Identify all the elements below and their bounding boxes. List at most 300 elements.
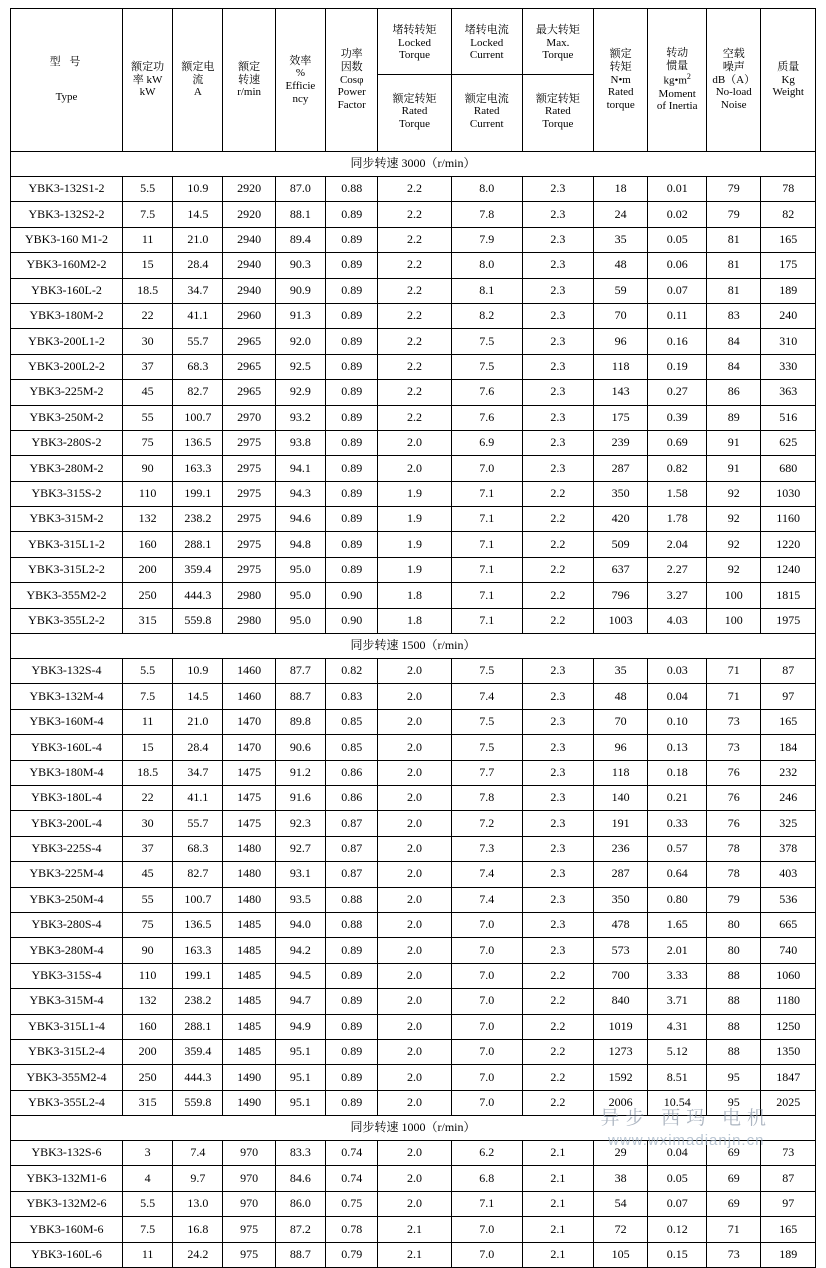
- header-line: 额定: [238, 61, 261, 74]
- cell-value: 10.9: [173, 177, 223, 202]
- table-row: [11, 532, 816, 557]
- cell-value: 0.15: [648, 1242, 707, 1267]
- cell-value: 86: [707, 380, 761, 405]
- table-row: [11, 557, 816, 582]
- header-cell-current: [173, 9, 223, 152]
- header-cell-weight: [761, 9, 816, 152]
- header-line: 额定电流: [464, 92, 509, 105]
- cell-value: 75: [123, 430, 173, 455]
- cell-value: 73: [761, 1141, 816, 1166]
- header-line: 转动: [666, 47, 689, 60]
- cell-value: 184: [761, 735, 816, 760]
- cell-value: 24.2: [173, 1242, 223, 1267]
- cell-value: 0.19: [648, 354, 707, 379]
- header-line: 因数: [340, 61, 363, 74]
- header-line: No-load: [715, 86, 752, 99]
- cell-value: 330: [761, 354, 816, 379]
- cell-value: 94.0: [275, 912, 325, 937]
- cell-value: 2.2: [378, 202, 451, 227]
- cell-value: 55: [123, 887, 173, 912]
- section-header-row: [11, 634, 816, 659]
- section-title: 同步转速 3000（r/min）: [11, 152, 816, 177]
- cell-value: 444.3: [173, 583, 223, 608]
- cell-value: 2970: [223, 405, 275, 430]
- cell-value: 2975: [223, 557, 275, 582]
- cell-value: 2980: [223, 608, 275, 633]
- cell-value: 94.3: [275, 481, 325, 506]
- cell-value: 2.3: [522, 709, 593, 734]
- cell-value: 7.0: [451, 938, 522, 963]
- cell-value: 88: [707, 989, 761, 1014]
- cell-value: 2.3: [522, 735, 593, 760]
- table-row: [11, 887, 816, 912]
- cell-value: 2975: [223, 481, 275, 506]
- cell-value: 2.1: [522, 1141, 593, 1166]
- cell-model: YBK3-315M-4: [11, 989, 123, 1014]
- header-line: Torque: [542, 49, 574, 62]
- cell-value: 96: [593, 329, 647, 354]
- cell-value: 2.3: [522, 329, 593, 354]
- cell-value: 2.2: [522, 481, 593, 506]
- cell-value: 0.07: [648, 1191, 707, 1216]
- cell-value: 0.82: [648, 456, 707, 481]
- cell-model: YBK3-180L-4: [11, 785, 123, 810]
- header-line: Rated: [545, 105, 571, 118]
- cell-value: 7.1: [451, 507, 522, 532]
- header-line: Rated: [607, 86, 634, 99]
- cell-value: 2.2: [378, 380, 451, 405]
- header-cell-noise: [707, 9, 761, 152]
- cell-value: 7.0: [451, 912, 522, 937]
- cell-value: 250: [123, 583, 173, 608]
- table-row: [11, 811, 816, 836]
- cell-value: 0.89: [326, 532, 378, 557]
- cell-value: 0.89: [326, 1014, 378, 1039]
- cell-value: 1975: [761, 608, 816, 633]
- table-row: [11, 938, 816, 963]
- table-row: [11, 202, 816, 227]
- cell-value: 97: [761, 684, 816, 709]
- cell-value: 71: [707, 1217, 761, 1242]
- cell-value: 91: [707, 430, 761, 455]
- cell-value: 2.27: [648, 557, 707, 582]
- cell-value: 2.0: [378, 659, 451, 684]
- cell-value: 2.2: [522, 1014, 593, 1039]
- cell-value: 14.5: [173, 202, 223, 227]
- cell-value: 89: [707, 405, 761, 430]
- cell-value: 970: [223, 1141, 275, 1166]
- cell-value: 1030: [761, 481, 816, 506]
- cell-value: 90.3: [275, 253, 325, 278]
- header-cell-inertia: [648, 9, 707, 152]
- cell-value: 7.4: [451, 684, 522, 709]
- header-line: Efficie: [285, 80, 316, 92]
- cell-value: 1180: [761, 989, 816, 1014]
- cell-value: 7.0: [451, 1039, 522, 1064]
- cell-value: 0.89: [326, 354, 378, 379]
- cell-value: 239: [593, 430, 647, 455]
- cell-value: 35: [593, 227, 647, 252]
- cell-value: 5.5: [123, 1191, 173, 1216]
- cell-value: 1480: [223, 862, 275, 887]
- cell-value: 2.0: [378, 811, 451, 836]
- cell-value: 0.78: [326, 1217, 378, 1242]
- cell-value: 7.5: [451, 329, 522, 354]
- cell-value: 34.7: [173, 278, 223, 303]
- cell-value: 0.89: [326, 278, 378, 303]
- cell-value: 1592: [593, 1065, 647, 1090]
- cell-value: 7.2: [451, 811, 522, 836]
- cell-model: YBK3-225M-2: [11, 380, 123, 405]
- cell-value: 8.2: [451, 303, 522, 328]
- cell-value: 2.1: [522, 1242, 593, 1267]
- cell-value: 68.3: [173, 354, 223, 379]
- header-cell-type: [11, 9, 123, 152]
- header-line: Rated: [473, 105, 500, 118]
- header-line: 功率: [340, 48, 363, 61]
- cell-value: 110: [123, 963, 173, 988]
- cell-value: 0.88: [326, 912, 378, 937]
- cell-value: 94.5: [275, 963, 325, 988]
- cell-value: 18: [593, 177, 647, 202]
- cell-value: 975: [223, 1242, 275, 1267]
- cell-value: 420: [593, 507, 647, 532]
- cell-value: 536: [761, 887, 816, 912]
- cell-value: 89.4: [275, 227, 325, 252]
- cell-value: 1.9: [378, 507, 451, 532]
- cell-value: 92.0: [275, 329, 325, 354]
- cell-value: 81: [707, 253, 761, 278]
- cell-value: 73: [707, 1242, 761, 1267]
- cell-value: 96: [593, 735, 647, 760]
- cell-value: 7.0: [451, 1065, 522, 1090]
- header-line-inertia-unit: $kg•m^2$: [663, 72, 691, 87]
- table-row: [11, 785, 816, 810]
- cell-value: 29: [593, 1141, 647, 1166]
- header-line: Current: [469, 49, 504, 62]
- cell-value: 0.89: [326, 303, 378, 328]
- cell-value: 7.3: [451, 836, 522, 861]
- cell-value: 2.0: [378, 963, 451, 988]
- cell-value: 14.5: [173, 684, 223, 709]
- cell-value: 310: [761, 329, 816, 354]
- cell-model: YBK3-280M-4: [11, 938, 123, 963]
- cell-value: 0.87: [326, 862, 378, 887]
- cell-value: 2.1: [522, 1166, 593, 1191]
- header-line: 惯量: [666, 59, 689, 72]
- cell-value: 378: [761, 836, 816, 861]
- cell-value: 48: [593, 253, 647, 278]
- cell-value: 69: [707, 1166, 761, 1191]
- cell-value: 200: [123, 557, 173, 582]
- cell-value: 2.0: [378, 1039, 451, 1064]
- cell-value: 91.2: [275, 760, 325, 785]
- header-cell-power: [123, 9, 173, 152]
- cell-value: 165: [761, 227, 816, 252]
- section-header-row: [11, 1116, 816, 1141]
- table-row: [11, 329, 816, 354]
- cell-value: 24: [593, 202, 647, 227]
- cell-value: 132: [123, 507, 173, 532]
- cell-value: 2.0: [378, 785, 451, 810]
- cell-model: YBK3-132M-4: [11, 684, 123, 709]
- cell-value: 87: [761, 659, 816, 684]
- cell-value: 18.5: [123, 760, 173, 785]
- table-row: [11, 836, 816, 861]
- cell-model: YBK3-315L2-2: [11, 557, 123, 582]
- header-line: 堵转电流: [464, 24, 509, 37]
- cell-value: 1.78: [648, 507, 707, 532]
- header-cell-locked-torque-ratio: [378, 9, 451, 152]
- cell-value: 246: [761, 785, 816, 810]
- cell-value: 1.65: [648, 912, 707, 937]
- table-row: [11, 583, 816, 608]
- header-line: Torque: [398, 117, 430, 130]
- cell-model: YBK3-132S-6: [11, 1141, 123, 1166]
- table-row: [11, 430, 816, 455]
- cell-value: 13.0: [173, 1191, 223, 1216]
- cell-value: 93.8: [275, 430, 325, 455]
- cell-value: 165: [761, 1217, 816, 1242]
- header-line: Factor: [337, 98, 366, 111]
- cell-value: 2.0: [378, 1014, 451, 1039]
- cell-value: 2.2: [378, 278, 451, 303]
- table-row: [11, 709, 816, 734]
- cell-value: 1019: [593, 1014, 647, 1039]
- cell-value: 0.33: [648, 811, 707, 836]
- header-cell-locked-current-ratio: [451, 9, 522, 152]
- cell-value: 1060: [761, 963, 816, 988]
- header-line: torque: [606, 98, 635, 111]
- cell-value: 2.0: [378, 1191, 451, 1216]
- cell-value: 92.5: [275, 354, 325, 379]
- cell-value: 7.1: [451, 481, 522, 506]
- cell-value: 1.58: [648, 481, 707, 506]
- cell-value: 1250: [761, 1014, 816, 1039]
- cell-value: 7.5: [451, 735, 522, 760]
- cell-value: 4.31: [648, 1014, 707, 1039]
- cell-value: 90: [123, 938, 173, 963]
- cell-value: 2.3: [522, 202, 593, 227]
- cell-value: 1240: [761, 557, 816, 582]
- cell-value: 2.0: [378, 430, 451, 455]
- table-row: [11, 760, 816, 785]
- cell-value: 509: [593, 532, 647, 557]
- cell-value: 2.3: [522, 684, 593, 709]
- table-row: [11, 303, 816, 328]
- cell-value: 2975: [223, 532, 275, 557]
- cell-value: 10.54: [648, 1090, 707, 1115]
- cell-value: 118: [593, 760, 647, 785]
- cell-value: 1485: [223, 989, 275, 1014]
- cell-value: 54: [593, 1191, 647, 1216]
- cell-value: 95.0: [275, 583, 325, 608]
- cell-value: 100: [707, 583, 761, 608]
- cell-value: 2.0: [378, 1166, 451, 1191]
- cell-value: 1.9: [378, 532, 451, 557]
- cell-value: 1220: [761, 532, 816, 557]
- cell-value: 69: [707, 1191, 761, 1216]
- cell-value: 680: [761, 456, 816, 481]
- cell-value: 84.6: [275, 1166, 325, 1191]
- cell-value: 2.3: [522, 785, 593, 810]
- table-row: [11, 1242, 816, 1267]
- cell-value: 88: [707, 1039, 761, 1064]
- cell-value: 238.2: [173, 507, 223, 532]
- cell-value: 143: [593, 380, 647, 405]
- cell-value: 90.6: [275, 735, 325, 760]
- table-row: [11, 507, 816, 532]
- cell-value: 363: [761, 380, 816, 405]
- cell-value: 0.04: [648, 1141, 707, 1166]
- header-line: 额定: [609, 48, 632, 61]
- cell-value: 840: [593, 989, 647, 1014]
- cell-value: 2.0: [378, 1141, 451, 1166]
- cell-value: 88: [707, 1014, 761, 1039]
- cell-value: 516: [761, 405, 816, 430]
- cell-value: 0.85: [326, 735, 378, 760]
- header-line: 额定功: [131, 61, 165, 74]
- cell-value: 110: [123, 481, 173, 506]
- cell-value: 1485: [223, 938, 275, 963]
- header-line: %: [295, 67, 305, 80]
- cell-value: 1460: [223, 659, 275, 684]
- cell-value: 0.89: [326, 1065, 378, 1090]
- cell-value: 2.3: [522, 938, 593, 963]
- cell-value: 8.1: [451, 278, 522, 303]
- cell-model: YBK3-180M-2: [11, 303, 123, 328]
- cell-model: YBK3-200L2-2: [11, 354, 123, 379]
- cell-value: 0.89: [326, 557, 378, 582]
- cell-value: 970: [223, 1166, 275, 1191]
- cell-value: 3: [123, 1141, 173, 1166]
- header-line: of Inertia: [656, 100, 698, 113]
- cell-value: 2965: [223, 354, 275, 379]
- cell-value: 92.7: [275, 836, 325, 861]
- cell-value: 22: [123, 303, 173, 328]
- cell-value: 2.3: [522, 278, 593, 303]
- cell-value: 236: [593, 836, 647, 861]
- cell-value: 92: [707, 557, 761, 582]
- cell-value: 59: [593, 278, 647, 303]
- table-row: [11, 1191, 816, 1216]
- cell-value: 87.7: [275, 659, 325, 684]
- cell-value: 105: [593, 1242, 647, 1267]
- cell-value: 88.1: [275, 202, 325, 227]
- cell-value: 163.3: [173, 456, 223, 481]
- cell-value: 95: [707, 1065, 761, 1090]
- cell-value: 2.2: [378, 354, 451, 379]
- cell-model: YBK3-355L2-4: [11, 1090, 123, 1115]
- cell-value: 7.1: [451, 583, 522, 608]
- cell-value: 2.2: [522, 1065, 593, 1090]
- cell-value: 7.1: [451, 557, 522, 582]
- cell-value: 94.6: [275, 507, 325, 532]
- cell-value: 0.80: [648, 887, 707, 912]
- cell-value: 100.7: [173, 405, 223, 430]
- cell-value: 2.3: [522, 227, 593, 252]
- cell-value: 163.3: [173, 938, 223, 963]
- cell-value: 21.0: [173, 227, 223, 252]
- cell-value: 7.4: [173, 1141, 223, 1166]
- cell-value: 5.5: [123, 659, 173, 684]
- watermark-line-1: 异步 西玛 电机: [600, 1108, 772, 1129]
- cell-value: 2.0: [378, 735, 451, 760]
- cell-value: 78: [707, 836, 761, 861]
- table-row: [11, 380, 816, 405]
- cell-value: 175: [761, 253, 816, 278]
- cell-value: 1485: [223, 1014, 275, 1039]
- cell-value: 4: [123, 1166, 173, 1191]
- cell-value: 250: [123, 1065, 173, 1090]
- cell-value: 73: [707, 709, 761, 734]
- cell-value: 1350: [761, 1039, 816, 1064]
- cell-value: 70: [593, 709, 647, 734]
- cell-value: 0.89: [326, 456, 378, 481]
- cell-value: 2.3: [522, 380, 593, 405]
- cell-value: 165: [761, 709, 816, 734]
- cell-value: 359.4: [173, 1039, 223, 1064]
- cell-value: 2.3: [522, 177, 593, 202]
- cell-value: 2.0: [378, 709, 451, 734]
- section-header-row: [11, 152, 816, 177]
- cell-value: 90: [123, 456, 173, 481]
- cell-value: 0.16: [648, 329, 707, 354]
- cell-value: 18.5: [123, 278, 173, 303]
- cell-value: 4.03: [648, 608, 707, 633]
- cell-model: YBK3-160M2-2: [11, 253, 123, 278]
- cell-value: 140: [593, 785, 647, 810]
- cell-value: 2.0: [378, 836, 451, 861]
- cell-value: 1273: [593, 1039, 647, 1064]
- cell-value: 0.11: [648, 303, 707, 328]
- cell-value: 7.0: [451, 989, 522, 1014]
- cell-value: 191: [593, 811, 647, 836]
- cell-value: 2.2: [522, 963, 593, 988]
- table-row: [11, 177, 816, 202]
- cell-model: YBK3-160L-4: [11, 735, 123, 760]
- cell-value: 0.04: [648, 684, 707, 709]
- header-line: 额定转矩: [535, 92, 580, 105]
- cell-value: 82.7: [173, 862, 223, 887]
- cell-value: 95.0: [275, 557, 325, 582]
- header-line: 流: [192, 73, 204, 86]
- table-row: [11, 278, 816, 303]
- cell-value: 0.89: [326, 253, 378, 278]
- cell-value: 315: [123, 1090, 173, 1115]
- cell-value: 2025: [761, 1090, 816, 1115]
- cell-value: 7.0: [451, 963, 522, 988]
- table-row: [11, 659, 816, 684]
- cell-value: 2.3: [522, 430, 593, 455]
- cell-value: 91: [707, 456, 761, 481]
- cell-value: 2.1: [378, 1242, 451, 1267]
- header-line: Weight: [772, 86, 804, 99]
- table-header: [11, 9, 816, 152]
- cell-value: 2940: [223, 278, 275, 303]
- header-line: Kg: [781, 73, 795, 86]
- table-row: [11, 963, 816, 988]
- cell-value: 3.27: [648, 583, 707, 608]
- cell-value: 2940: [223, 227, 275, 252]
- cell-value: 118: [593, 354, 647, 379]
- header-line: 转速: [238, 73, 261, 86]
- header-line: Locked: [398, 36, 431, 49]
- cell-value: 2.2: [378, 329, 451, 354]
- cell-value: 7.6: [451, 405, 522, 430]
- cell-value: 83: [707, 303, 761, 328]
- cell-value: 232: [761, 760, 816, 785]
